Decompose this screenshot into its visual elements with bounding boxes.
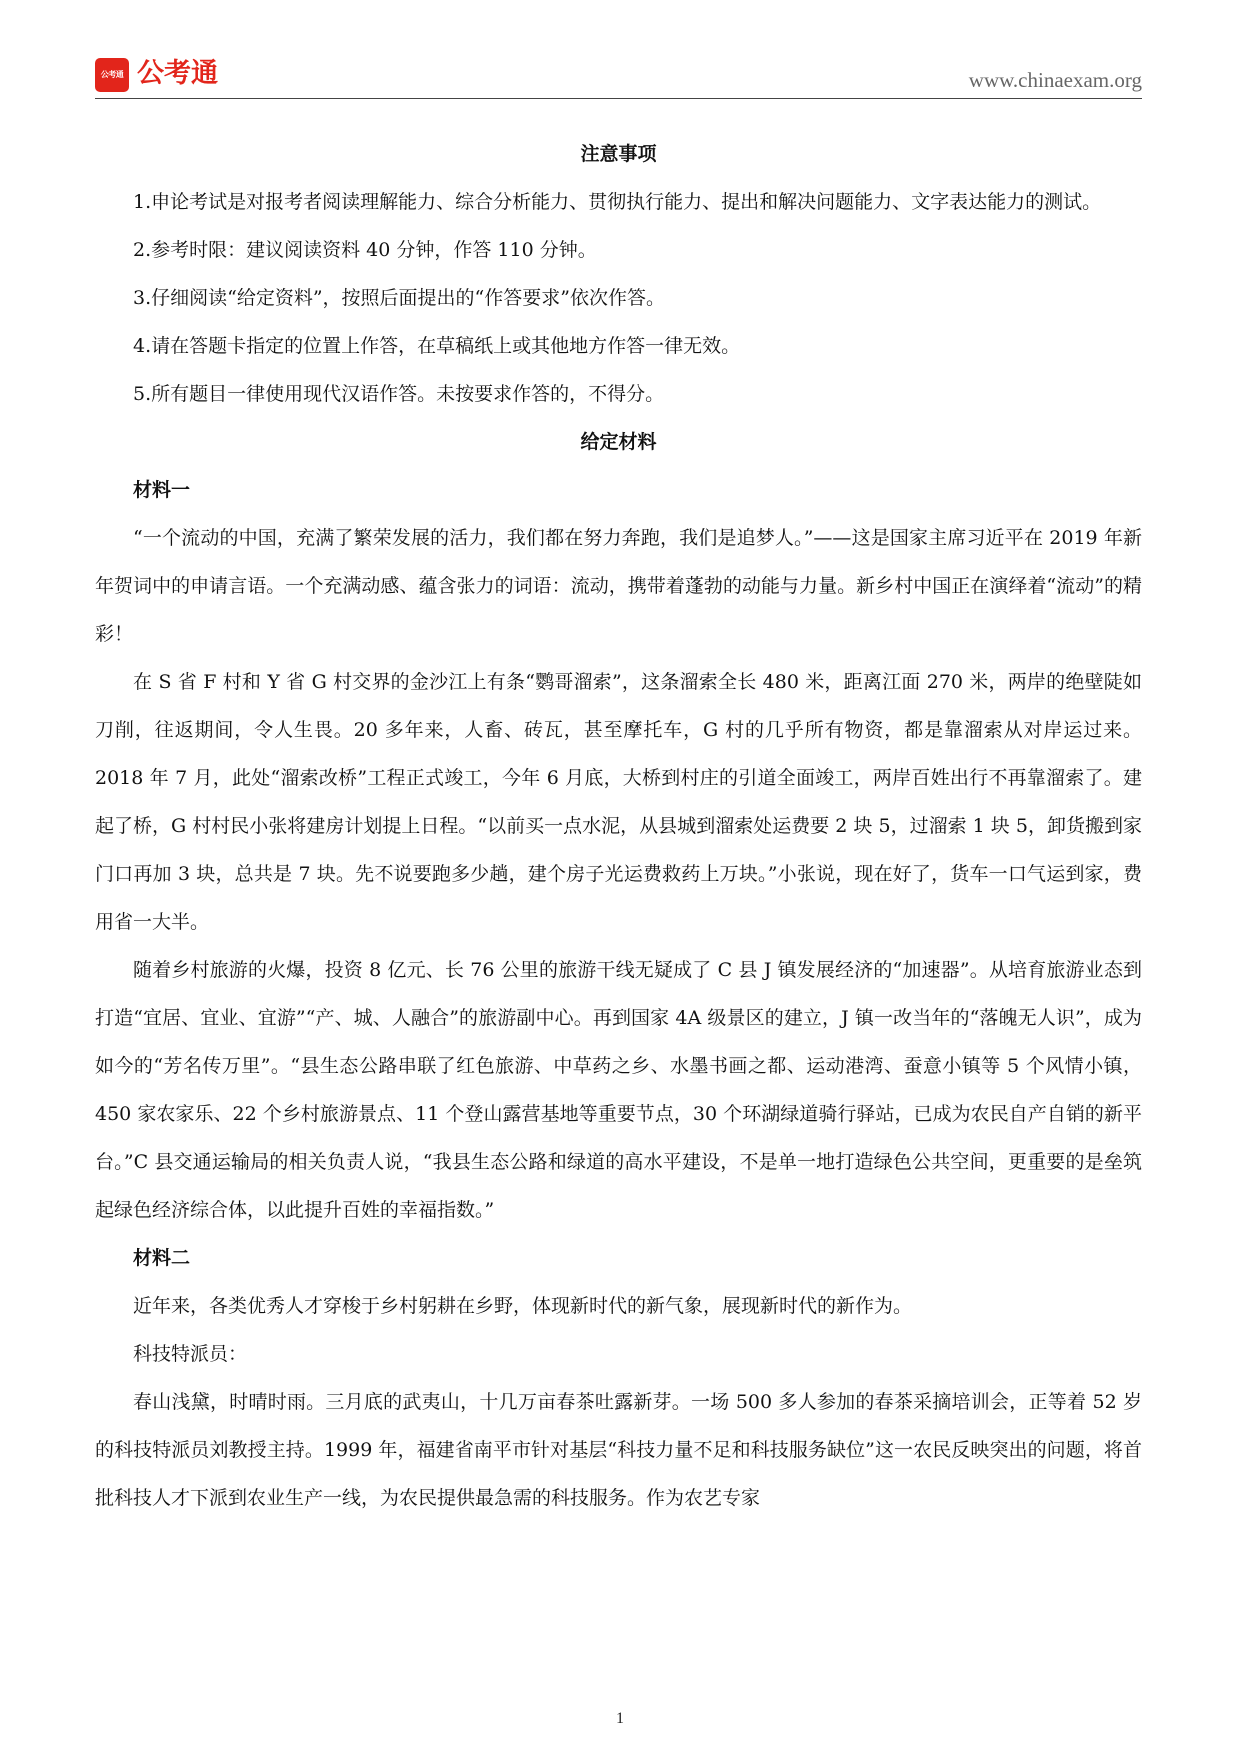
page-number: 1 bbox=[616, 1710, 624, 1727]
material-two-paragraph: 近年来，各类优秀人才穿梭于乡村躬耕在乡野，体现新时代的新气象，展现新时代的新作为。 bbox=[133, 1295, 913, 1317]
notice-item: 2.参考时限：建议阅读资料 40 分钟，作答 110 分钟。 bbox=[133, 239, 597, 261]
material-one-paragraph: “一个流动的中国，充满了繁荣发展的活力，我们都在努力奔跑，我们是追梦人。”——这是国家主席习近平在 2019 年新年贺词中的申请言语。一个充满动感、蕴含张力的词语：流动，携带着蓬勃的动能与力量。新乡村中国正在演绎着“流动”的精彩！ bbox=[95, 527, 1142, 645]
logo-wordmark: 公考通 bbox=[137, 58, 218, 89]
notice-item: 5.所有题目一律使用现代汉语作答。未按要求作答的，不得分。 bbox=[133, 383, 665, 405]
notice-item: 3.仔细阅读“给定资料”，按照后面提出的“作答要求”依次作答。 bbox=[133, 287, 665, 309]
materials-title: 给定材料 bbox=[580, 431, 657, 453]
material-one-paragraph: 在 S 省 F 村和 Y 省 G 村交界的金沙江上有条“鹦哥溜索”，这条溜索全长 480 米，距离江面 270 米，两岸的绝壁陡如刀削，往返期间，令人生畏。20 多年来，人畜、砖瓦，甚至摩托车，G 村的几乎所有物资，都是靠溜索从对岸运过来。2018 年 7 月，此处“溜索改桥”工程正式竣工，今年 6 月底，大桥到村庄的引道全面竣工，两岸百姓出行不再靠溜索了。建起了桥，G 村村民小张将建房计划提上日程。“以前买一点水泥，从县城到溜索处运费要 2 块 5，过溜索 1 块 5，卸货搬到家门口再加 3 块，总共是 7 块。先不说要跑多少趟，建个房子光运费救药上万块。”小张说，现在好了，货车一口气运到家，费用省一大半。 bbox=[95, 671, 1142, 933]
material-two-heading: 材料二 bbox=[133, 1247, 191, 1269]
document-body bbox=[95, 130, 1142, 1522]
notice-item: 4.请在答题卡指定的位置上作答，在草稿纸上或其他地方作答一律无效。 bbox=[133, 335, 741, 357]
notice-item: 1.申论考试是对报考者阅读理解能力、综合分析能力、贯彻执行能力、提出和解决问题能力、文字表达能力的测试。 bbox=[133, 191, 1102, 213]
notice-title: 注意事项 bbox=[580, 143, 657, 165]
material-one-heading: 材料一 bbox=[133, 479, 191, 501]
material-two-paragraph: 科技特派员： bbox=[133, 1343, 248, 1365]
material-one-paragraph: 随着乡村旅游的火爆，投资 8 亿元、长 76 公里的旅游干线无疑成了 C 县 J 镇发展经济的“加速器”。从培育旅游业态到打造“宜居、宜业、宜游”“产、城、人融合”的旅游副中心。再到国家 4A 级景区的建立，J 镇一改当年的“落魄无人识”，成为如今的“芳名传万里”。“县生态公路串联了红色旅游、中草药之乡、水墨书画之都、运动港湾、蚕意小镇等 5 个风情小镇，450 家农家乐、22 个乡村旅游景点、11 个登山露营基地等重要节点，30 个环湖绿道骑行驿站，已成为农民自产自销的新平台。”C 县交通运输局的相关负责人说，“我县生态公路和绿道的高水平建设，不是单一地打造绿色公共空间，更重要的是垒筑起绿色经济综合体，以此提升百姓的幸福指数。” bbox=[95, 959, 1143, 1221]
page-header bbox=[95, 54, 1142, 99]
material-two-paragraph: 春山浅黛，时晴时雨。三月底的武夷山，十几万亩春茶吐露新芽。一场 500 多人参加的春茶采摘培训会，正等着 52 岁的科技特派员刘教授主持。1999 年，福建省南平市针对基层“科技力量不足和科技服务缺位”这一农民反映突出的问题，将首批科技人才下派到农业生产一线，为农民提供最急需的科技服务。作为农艺专家 bbox=[95, 1391, 1142, 1509]
logo-badge: 公考通 bbox=[95, 58, 129, 92]
site-url: www.chinaexam.org bbox=[968, 68, 1142, 92]
